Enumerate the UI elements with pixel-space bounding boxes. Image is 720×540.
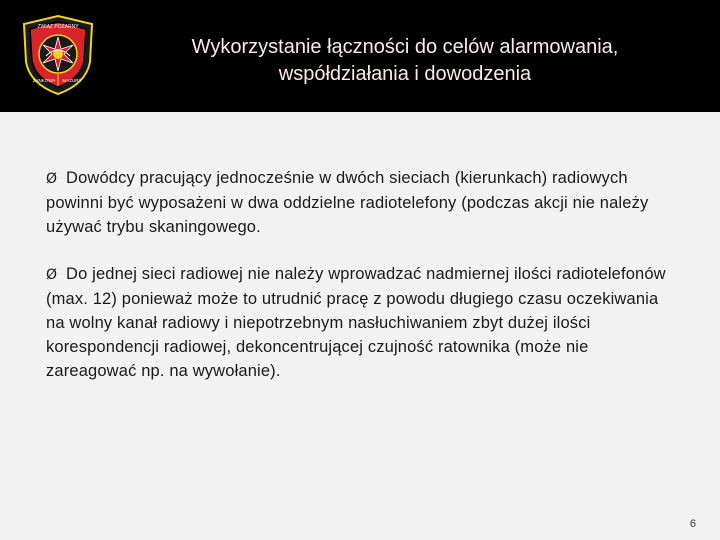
slide-title-line-1: Wykorzystanie łączności do celów alarmowania, <box>191 36 619 58</box>
svg-text:ZWIĄZ POŻARNY: ZWIĄZ POŻARNY <box>37 24 79 30</box>
fire-brigade-emblem-icon <box>20 14 96 96</box>
svg-text:ŻANKOWA: ŻANKOWA <box>32 78 56 83</box>
slide-header <box>0 0 720 112</box>
bullet-arrow-icon: Ø <box>46 267 58 283</box>
svg-text:MAZURY: MAZURY <box>62 78 82 83</box>
slide-content <box>0 112 720 540</box>
slide-title <box>110 34 700 88</box>
bullet-item <box>46 262 676 383</box>
page-number: 6 <box>689 518 696 530</box>
slide-title-line-2: współdziałania i dowodzenia <box>278 63 532 85</box>
bullet-text: Do jednej sieci radiowej nie należy wprowadzać nadmiernej ilości radiotelefonów (max. 12) ponieważ może to utrudnić pracę z powodu długiego czasu oczekiwania na wolny kanał radiowy i niepotrzebnym nasłuchiwaniem zbyt dużej ilości korespondencji radiowej, dekoncentrującej czujność ratownika (może nie zareagować np. na wywołanie). <box>46 265 666 380</box>
bullet-arrow-icon: Ø <box>46 171 58 187</box>
bullet-text: Dowódcy pracujący jednocześnie w dwóch sieciach (kierunkach) radiowych powinni być wyposażeni w dwa oddzielne radiotelefony (podczas akcji nie należy używać trybu skaningowego. <box>46 169 649 236</box>
bullet-item <box>46 166 676 239</box>
